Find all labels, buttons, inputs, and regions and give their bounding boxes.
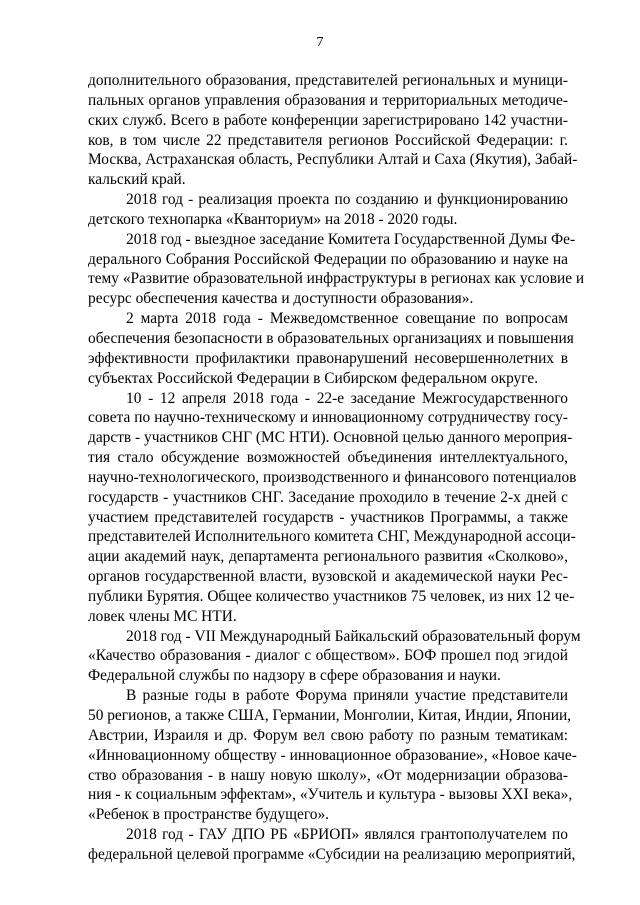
text-line: «Качество образования - диалог с обществом». БОФ прошел под эгидой xyxy=(88,647,568,665)
text-line: государств - участников СНГ. Заседание проходило в течение 2-х дней с xyxy=(88,488,568,506)
text-line: дерального Собрания Российской Федерации по образованию и науке на xyxy=(88,250,568,268)
text-line: детского технопарка «Кванториум» на 2018 - 2020 годы. xyxy=(88,210,458,228)
text-line: тему «Развитие образовательной инфраструктуры в регионах как условие и xyxy=(88,270,585,288)
text-line: ловек члены МС НТИ. xyxy=(88,607,237,625)
text-line: ации академий наук, департамента регионального развития «Сколково», xyxy=(88,548,568,566)
text-line: тия стало обсуждение возможностей объединения интеллектуального, xyxy=(88,449,568,467)
text-line: В разные годы в работе Форума приняли участие представители xyxy=(126,687,568,705)
document-body xyxy=(88,71,585,865)
text-line: 2018 год - выездное заседание Комитета Государственной Думы Фе- xyxy=(126,230,576,248)
text-line: 2018 год - реализация проекта по созданию и функционированию xyxy=(126,191,568,209)
text-line: 2018 год - VII Международный Байкальский образовательный форум xyxy=(126,627,581,645)
text-line: 50 регионов, а также США, Германии, Монголии, Китая, Индии, Японии, xyxy=(88,707,572,724)
text-line: совета по научно-техническому и инновационному сотрудничеству госу- xyxy=(88,409,568,427)
text-line: Австрии, Израиля и др. Форум вел свою работу по разным тематикам: xyxy=(88,726,568,744)
text-line: 2 марта 2018 года - Межведомственное совещание по вопросам xyxy=(126,310,568,328)
text-line: «Ребенок в пространстве будущего». xyxy=(88,806,329,824)
text-line: ресурс обеспечения качества и доступности образования». xyxy=(88,290,474,308)
text-line: «Инновационному обществу - инновационное образование», «Новое каче- xyxy=(88,746,577,764)
text-line: представителей Исполнительного комитета СНГ, Международной ассоци- xyxy=(88,528,576,546)
text-line: обеспечения безопасности в образовательных организациях и повышения xyxy=(88,329,574,347)
text-line: ских служб. Всего в работе конференции зарегистрировано 142 участни- xyxy=(88,111,568,129)
text-line: участием представителей государств - участников Программы, а также xyxy=(88,508,568,526)
text-line: ков, в том числе 22 представителя регионов Российской Федерации: г. xyxy=(88,131,568,149)
text-line: органов государственной власти, вузовской и академической науки Рес- xyxy=(88,568,568,586)
text-line: эффективности профилактики правонарушений несовершеннолетних в xyxy=(88,349,568,367)
text-line: Москва, Астраханская область, Республики Алтай и Саха (Якутия), Забай- xyxy=(88,151,578,169)
text-line: научно-технологического, производственного и финансового потенциалов xyxy=(88,468,577,486)
text-line: ния - к социальным эффектам», «Учитель и культура - вызовы XXI века», xyxy=(88,786,573,804)
text-line: субъектах Российской Федерации в Сибирском федеральном округе. xyxy=(88,369,539,387)
text-line: ство образования - в нашу новую школу», «От модернизации образова- xyxy=(88,766,568,784)
text-line: публики Бурятия. Общее количество участников 75 человек, из них 12 че- xyxy=(88,587,575,605)
text-line: 10 - 12 апреля 2018 года - 22-е заседание Межгосударственного xyxy=(126,389,568,407)
page-number: 7 xyxy=(316,35,324,50)
text-line: Федеральной службы по надзору в сфере образования и науки. xyxy=(88,667,501,685)
text-line: пальных органов управления образования и территориальных методиче- xyxy=(88,91,568,109)
text-line: 2018 год - ГАУ ДПО РБ «БРИОП» являлся грантополучателем по xyxy=(126,826,568,844)
text-line: дополнительного образования, представителей региональных и муници- xyxy=(88,72,568,89)
text-line: дарств - участников СНГ (МС НТИ). Основной целью данного мероприя- xyxy=(88,429,573,447)
text-line: кальский край. xyxy=(88,171,186,189)
text-line: федеральной целевой программе «Субсидии на реализацию мероприятий, xyxy=(88,845,576,863)
